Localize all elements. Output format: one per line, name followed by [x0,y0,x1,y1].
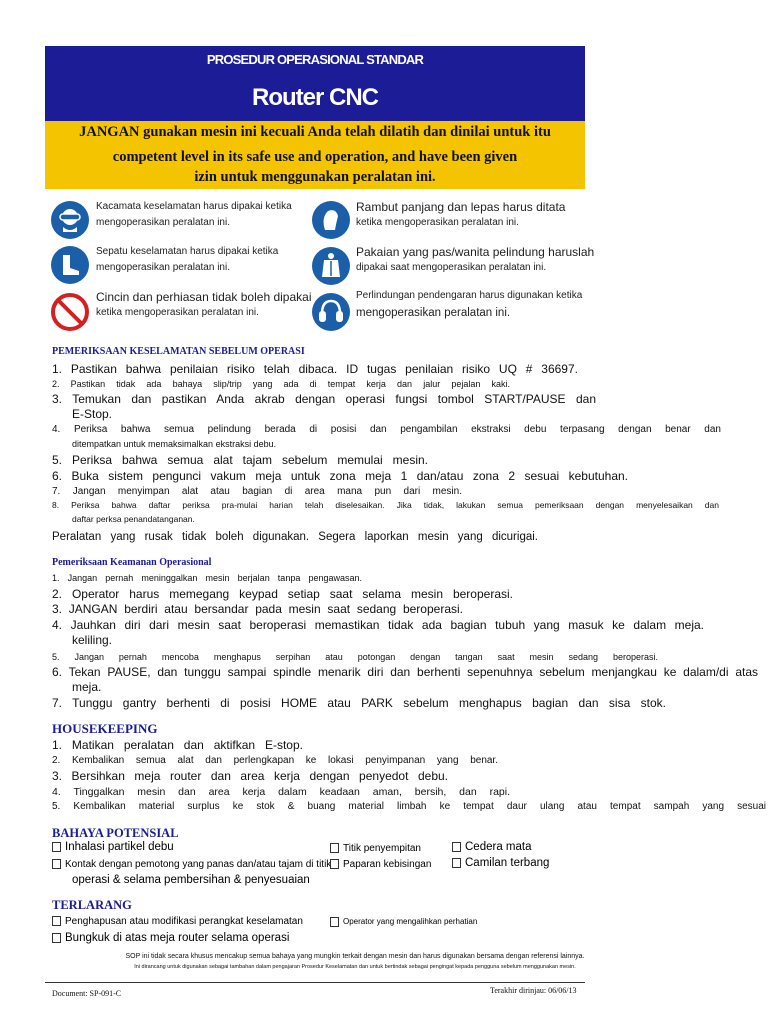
ops-check-item-3: 3. JANGAN berdiri atau bersandar pada mesin saat sedang beroperasi. [52,602,463,616]
warning-line-3: izin untuk menggunakan peralatan ini. [194,169,436,185]
prohibited-distraction: Operator yang mengalihkan perhatian [330,917,477,927]
page-subtitle: PROSEDUR OPERASIONAL STANDAR [206,52,424,67]
checkbox-icon [52,933,61,943]
ops-check-title: Pemeriksaan Keamanan Operasional [52,557,212,568]
pre-check-item-2: 2. Pastikan tidak ada bahaya slip/trip yang ada di tempat kerja dan jalur pejalan kaki. [52,379,510,389]
ops-check-item-6-cont: meja. [72,680,102,694]
revision-date: Terakhir dirinjau: 06/06/13 [490,986,577,995]
apron-icon [311,246,351,286]
document-id: Document: SP-091-C [52,989,122,998]
ops-check-item-4: 4. Jauhkan diri dari mesin saat beroperasi memastikan tidak ada bagian tubuh yang masuk ke dalam meja. [52,618,704,632]
pre-check-title: PEMERIKSAAN KESELAMATAN SEBELUM OPERASI [52,346,305,357]
no-jewellery-icon [50,292,90,332]
hazard-contact-cont: operasi & selama pembersihan & penyesuaian [72,874,310,886]
ops-check-item-1: 1. Jangan pernah meninggalkan mesin berjalan tanpa pengawasan. [52,573,362,583]
page-title: Router CNC [252,84,378,111]
goggles-icon [50,200,90,240]
pre-check-item-7: 7. Jangan menyimpan alat atau bagian di area mana pun dari mesin. [52,486,462,497]
ear-protection-icon [311,292,351,332]
footer-note-2: Ini dirancang untuk digunakan sebagai tambahan dalam pengajaran Prosedur Keselamatan dan untuk bertindak sebagai pengingat kepada pengguna sebelum menggunakan mesin. [134,964,576,970]
pre-check-item-4-cont: ditempatkan untuk memaksimalkan ekstraksi debu. [72,439,277,449]
pre-check-item-5: 5. Periksa bahwa semua alat tajam sebelum memulai mesin. [52,453,428,467]
hazard-eye: Cedera mata [452,841,531,853]
checkbox-icon [330,917,339,927]
pre-check-item-8: 8. Periksa bahwa daftar periksa pra-mulai harian telah diselesaikan. Jika tidak, lakukan semua pemeriksaan dengan menyelesaikan dan [52,500,719,510]
hazard-contact: Kontak dengan pemotong yang panas dan/atau tajam di titik [52,859,331,870]
ppe-apron-text: Pakaian yang pas/wanita pelindung haruslah dipakai saat mengoperasikan peralatan ini. [356,245,595,273]
hazards-title: BAHAYA POTENSIAL [52,826,179,840]
long-hair-icon [311,200,351,240]
pre-check-item-8-cont: daftar perksa penandatanganan. [72,514,195,524]
pre-check-note: Peralatan yang rusak tidak boleh digunakan. Segera laporkan mesin yang dicurigai. [52,531,538,543]
housekeeping-item-1: 1. Matikan peralatan dan aktifkan E-stop. [52,738,303,752]
footer-note-1: SOP ini tidak secara khusus mencakup semua bahaya yang mungkin terkait dengan mesin dan harus digunakan bersama dengan referensi lainnya. [125,953,585,960]
warning-line-1: JANGAN gunakan mesin ini kecuali Anda telah dilatih dan dinilai untuk itu [79,124,551,140]
hazard-noise: Paparan kebisingan [330,859,431,870]
ppe-goggles-text: Kacamata keselamatan harus dipakai ketika mengoperasikan peralatan ini. [96,201,292,228]
checkbox-icon [52,916,61,926]
housekeeping-item-2: 2. Kembalikan semua alat dan perlengkapan ke lokasi penyimpanan yang benar. [52,755,498,766]
checkbox-icon [52,842,61,852]
ops-check-item-6: 6. Tekan PAUSE, dan tunggu sampai spindle menarik diri dan berhenti sepenuhnya sebelum menjangkau ke dalam/di atas [52,665,758,679]
ops-check-item-5: 5. Jangan pernah mencoba menghapus serpihan atau potongan dengan tangan saat mesin sedang beroperasi. [52,652,658,662]
pre-check-item-6: 6. Buka sistem pengunci vakum meja untuk zona meja 1 dan/atau zona 2 sesuai kebutuhan. [52,469,628,483]
pre-check-item-3: 3. Temukan dan pastikan Anda akrab dengan operasi fungsi tombol START/PAUSE dan [52,392,596,406]
hazard-pinch: Titik penyempitan [330,843,421,854]
prohibited-leaning: Bungkuk di atas meja router selama operasi [52,932,289,944]
prohibited-title: TERLARANG [52,898,132,912]
checkbox-icon [330,843,339,853]
checkbox-icon [330,859,339,869]
ops-check-item-7: 7. Tunggu gantry berhenti di posisi HOME atau PARK sebelum menghapus bagian dan sisa stok. [52,696,666,710]
ppe-boots-text: Sepatu keselamatan harus dipakai ketika mengoperasikan peralatan ini. [96,246,279,273]
ops-check-item-2: 2. Operator harus memegang keypad setiap saat selama mesin beroperasi. [52,587,513,601]
footer-divider [45,982,585,983]
safety-boot-icon [50,245,90,285]
housekeeping-item-3: 3. Bersihkan meja router dan area kerja dengan penyedot debu. [52,769,448,783]
housekeeping-title: HOUSEKEEPING [52,721,158,736]
hazard-flying: Camilan terbang [452,857,549,869]
pre-check-item-3-cont: E-Stop. [72,407,113,421]
checkbox-icon [452,858,461,868]
pre-check-item-1: 1. Pastikan bahwa penilaian risiko telah dibaca. ID tugas penilaian risiko UQ # 36697. [52,362,578,376]
housekeeping-item-4: 4. Tinggalkan mesin dan area kerja dalam keadaan aman, bersih, dan rapi. [52,786,510,798]
housekeeping-item-5: 5. Kembalikan material surplus ke stok & buang material limbah ke tempat daur ulang atau tempat sampah yang sesuai [52,801,766,812]
warning-line-2: competent level in its safe use and operation, and have been given [112,149,518,165]
ppe-hair-text: Rambut panjang dan lepas harus ditata ketika mengoperasikan peralatan ini. [356,200,566,228]
checkbox-icon [52,859,61,869]
hazard-dust: Inhalasi partikel debu [52,841,174,853]
checkbox-icon [452,842,461,852]
ppe-jewellery-text: Cincin dan perhiasan tidak boleh dipakai ketika mengoperasikan peralatan ini. [96,290,312,318]
ops-check-item-4-cont: keliling. [72,633,113,647]
ppe-ear-text: Perlindungan pendengaran harus digunakan ketika mengoperasikan peralatan ini. [356,290,583,319]
prohibited-modification: Penghapusan atau modifikasi perangkat keselamatan [52,916,303,927]
pre-check-item-4: 4. Periksa bahwa semua pelindung berada di posisi dan pengambilan ekstraksi debu terpasang dengan benar dan [52,424,721,435]
